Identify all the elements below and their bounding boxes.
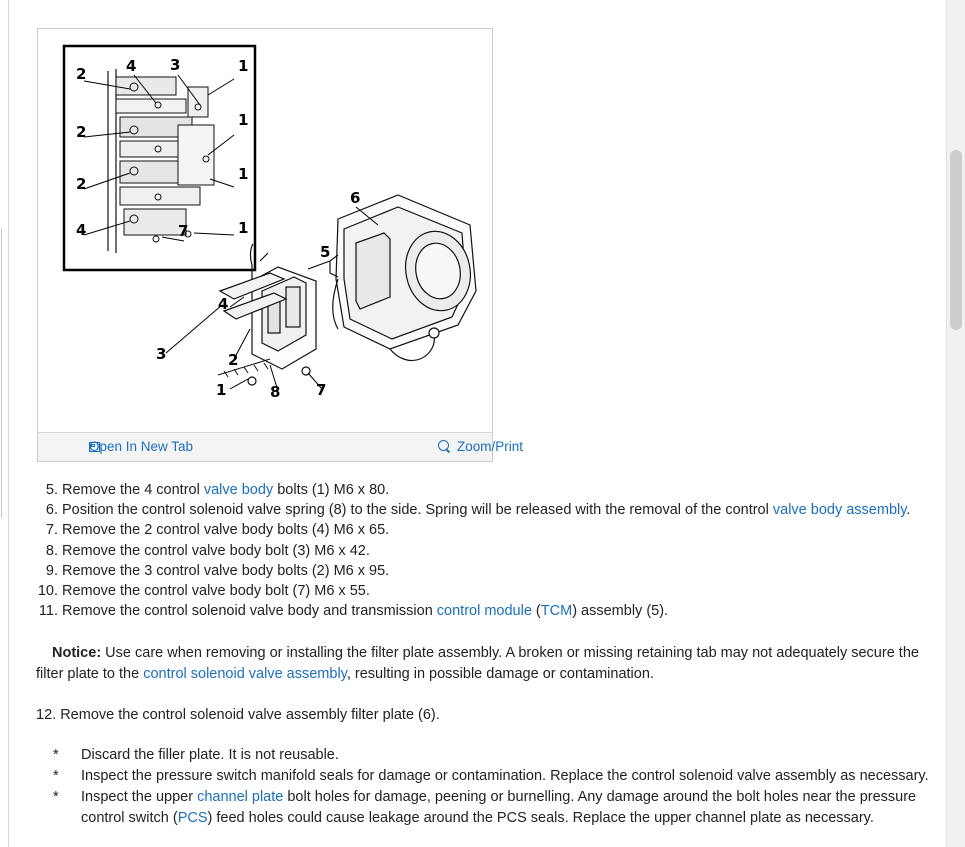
list-item bbox=[36, 601, 936, 621]
step-number: 11. bbox=[38, 603, 58, 620]
svg-text:4: 4 bbox=[218, 295, 229, 313]
svg-text:5: 5 bbox=[320, 243, 331, 261]
link-valve-body-assembly[interactable]: valve body assembly bbox=[772, 502, 907, 519]
zoom-print-link[interactable]: Zoom/Print bbox=[457, 439, 524, 454]
svg-text:8: 8 bbox=[270, 383, 281, 401]
list-item bbox=[36, 480, 936, 500]
step-number: 10. bbox=[37, 583, 58, 600]
step-number: 6. bbox=[45, 502, 58, 519]
svg-text:2: 2 bbox=[76, 175, 87, 193]
figure-image bbox=[38, 29, 492, 433]
vertical-scrollbar[interactable] bbox=[946, 0, 965, 847]
svg-text:3: 3 bbox=[156, 345, 167, 363]
svg-text:6: 6 bbox=[350, 189, 361, 207]
svg-text:2: 2 bbox=[76, 123, 87, 141]
transmission-valve-body-diagram bbox=[38, 29, 492, 433]
figure-container bbox=[37, 28, 524, 462]
step-number: 9. bbox=[45, 562, 58, 579]
inspection-bullets bbox=[36, 745, 934, 829]
step-text: Remove the control solenoid valve assembly filter plate (6). bbox=[60, 707, 440, 724]
step-text: Remove the control valve body bolt (7) M6 x 55. bbox=[62, 583, 370, 600]
list-item bbox=[36, 745, 934, 766]
bullet-marker: * bbox=[53, 747, 59, 764]
step-number: 8. bbox=[45, 542, 58, 559]
svg-text:1: 1 bbox=[238, 219, 249, 237]
link-tcm[interactable]: TCM bbox=[540, 603, 573, 620]
zoom-print-icon bbox=[438, 440, 449, 453]
svg-text:1: 1 bbox=[238, 57, 249, 75]
svg-text:3: 3 bbox=[170, 56, 181, 74]
svg-text:7: 7 bbox=[178, 222, 189, 240]
svg-text:1: 1 bbox=[238, 165, 249, 183]
steps-list bbox=[36, 480, 936, 621]
scrollbar-thumb[interactable] bbox=[950, 150, 962, 330]
step-text: Remove the 4 control valve body bolts (1) M6 x 80. bbox=[62, 482, 390, 498]
bullet-text: Inspect the pressure switch manifold seals for damage or contamination. Replace the control solenoid valve assembly as necessary. bbox=[81, 768, 929, 785]
margin-tick-line bbox=[1, 228, 7, 518]
figure-toolbar bbox=[38, 432, 524, 461]
list-item bbox=[36, 520, 936, 540]
list-item bbox=[36, 541, 936, 561]
step-text: Remove the 2 control valve body bolts (4) M6 x 65. bbox=[62, 522, 390, 539]
bullet-text: Inspect the upper channel plate bolt holes for damage, peening or burnelling. Any damage around the bolt holes near the pressure control switch (PCS) feed holes could cause leakage around the PCS seals. Replace the upper channel plate as necessary. bbox=[81, 789, 917, 827]
bullet-marker: * bbox=[53, 768, 59, 785]
svg-text:7: 7 bbox=[316, 381, 327, 399]
link-pcs[interactable]: PCS bbox=[177, 810, 208, 827]
open-in-new-tab-link[interactable]: Open In New Tab bbox=[89, 439, 194, 454]
step-number: 12. bbox=[36, 707, 57, 724]
svg-text:2: 2 bbox=[228, 351, 239, 369]
bullet-text: Discard the filler plate. It is not reusable. bbox=[81, 747, 339, 764]
step-number: 5. bbox=[45, 482, 58, 498]
link-control-module[interactable]: control module bbox=[436, 603, 532, 620]
svg-text:1: 1 bbox=[238, 111, 249, 129]
list-item bbox=[36, 766, 934, 787]
list-item bbox=[36, 500, 936, 520]
notice-paragraph bbox=[36, 643, 934, 685]
notice-text-after: , resulting in possible damage or contamination. bbox=[346, 666, 654, 683]
list-item bbox=[36, 787, 934, 829]
list-item bbox=[36, 581, 936, 601]
step-number: 7. bbox=[45, 522, 58, 539]
step-12 bbox=[36, 705, 936, 726]
procedure-text bbox=[36, 480, 936, 829]
svg-text:4: 4 bbox=[76, 221, 87, 239]
notice-label: Notice: bbox=[52, 645, 102, 662]
list-item bbox=[36, 561, 936, 581]
notice-text-before: Use care when removing or installing the filter plate assembly. A broken or missing retaining tab may not adequately secure the filter plate to the bbox=[36, 645, 919, 683]
link-control-solenoid-valve-assembly[interactable]: control solenoid valve assembly bbox=[143, 666, 347, 683]
bullet-marker: * bbox=[53, 789, 59, 806]
svg-text:2: 2 bbox=[76, 65, 87, 83]
left-margin-rule bbox=[0, 0, 9, 847]
svg-text:4: 4 bbox=[126, 57, 137, 75]
svg-text:1: 1 bbox=[216, 381, 227, 399]
step-text: Remove the control solenoid valve body and transmission control module (TCM) assembly (5). bbox=[62, 603, 669, 620]
link-channel-plate[interactable]: channel plate bbox=[197, 789, 284, 806]
step-text: Position the control solenoid valve spring (8) to the side. Spring will be released with the removal of the control valve body assembly. bbox=[62, 502, 911, 519]
step-text: Remove the control valve body bolt (3) M6 x 42. bbox=[62, 542, 370, 559]
link-valve-body[interactable]: valve body bbox=[203, 482, 274, 498]
step-text: Remove the 3 control valve body bolts (2) M6 x 95. bbox=[62, 562, 390, 579]
